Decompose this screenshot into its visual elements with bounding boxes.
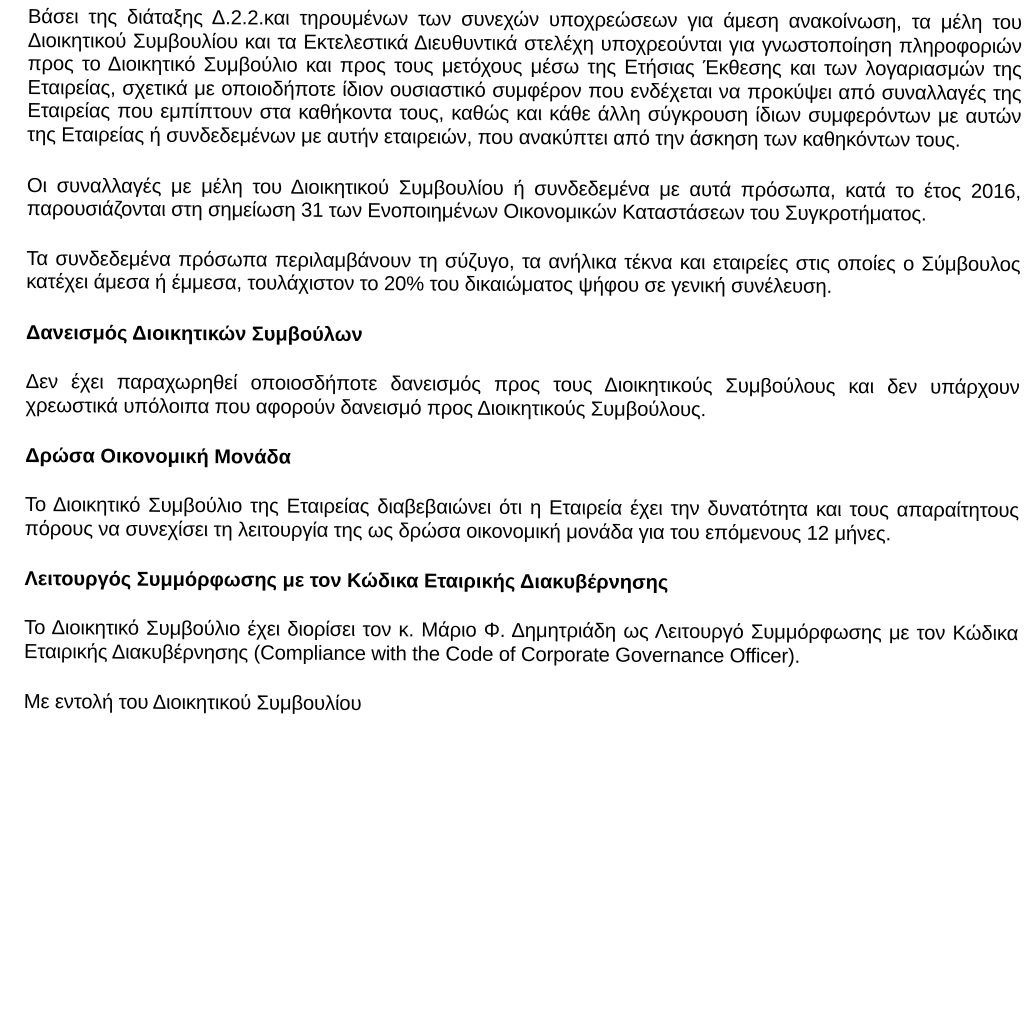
disclosure-paragraph: Βάσει της διάταξης Δ.2.2.και τηρουμένων των συνεχών υποχρεώσεων για άμεση ανακοίνωση, τα μέλη του Διοικητικού Συμβουλίου και τα Εκτελεστικά Διευθυντικά στελέχη υποχρεούνται για γνωστοποίηση πληροφοριών προς το Διοικητικό Συμβούλιο και προς τους μετόχους μέσω της Ετήσιας Έκθεσης και των λογαριασμών της Εταιρείας, σχετικά με οποιοδήποτε ίδιον ουσιαστικό συμφέρον που ενδέχεται να προκύψει από συναλλαγές της Εταιρείας που εμπίπτουν στα καθήκοντα τους, καθώς και κάθε άλλη σύγκρουση ίδιων συμφερόντων με αυτών της Εταιρείας ή συνδεδεμένων με αυτήν εταιρειών, που ανακύπτει από την άσκηση των καθηκόντων τους. (27, 6, 1022, 152)
loans-heading: Δανεισμός Διοικητικών Συμβούλων (25, 321, 363, 346)
going-concern-heading: Δρώσα Οικονομική Μονάδα (25, 445, 292, 469)
transactions-paragraph: Οι συναλλαγές με μέλη του Διοικητικού Συμβουλίου ή συνδεδεμένα με αυτά πρόσωπα, κατά το έτος 2016, παρουσιάζονται στη σημείωση 31 των Ενοποιημένων Οικονομικών Καταστάσεων του Συγκροτήματος. (26, 174, 1021, 226)
compliance-paragraph: Το Διοικητικό Συμβούλιο έχει διορίσει τον κ. Μάριο Φ. Δημητριάδη ως Λειτουργό Συμμόρφωσης με τον Κώδικα Εταιρικής Διακυβέρνησης (Compliance with the Code of Corporate Governance Officer). (23, 617, 1019, 668)
loans-paragraph: Δεν έχει παραχωρηθεί οποιοσδήποτε δανεισμός προς τους Διοικητικούς Συμβούλους και δεν υπάρχουν χρεωστικά υπόλοιπα που αφορούν δανεισμό προς Διοικητικούς Συμβούλους. (25, 370, 1020, 421)
closing-line: Με εντολή του Διοικητικού Συμβουλίου (23, 690, 362, 715)
document-page (24, 6, 1022, 720)
compliance-heading: Λειτουργός Συμμόρφωσης με τον Κώδικα Εταιρικής Διακυβέρνησης (24, 568, 669, 595)
going-concern-paragraph: Το Διοικητικό Συμβούλιο της Εταιρείας διαβεβαιώνει ότι η Εταιρεία έχει την δυνατότητα και τους απαραίτητους πόρους να συνεχίσει τη λειτουργία της ως δρώσα οικονομική μονάδα για του επόμενους 12 μήνες. (24, 494, 1019, 546)
related-persons-paragraph: Τα συνδεδεμένα πρόσωπα περιλαμβάνουν τη σύζυγο, τα ανήλικα τέκνα και εταιρείες στις οποίες ο Σύμβουλος κατέχει άμεσα ή έμμεσα, τουλάχιστον το 20% του δικαιώματος ψήφου σε γενική συνέλευση. (26, 247, 1021, 299)
